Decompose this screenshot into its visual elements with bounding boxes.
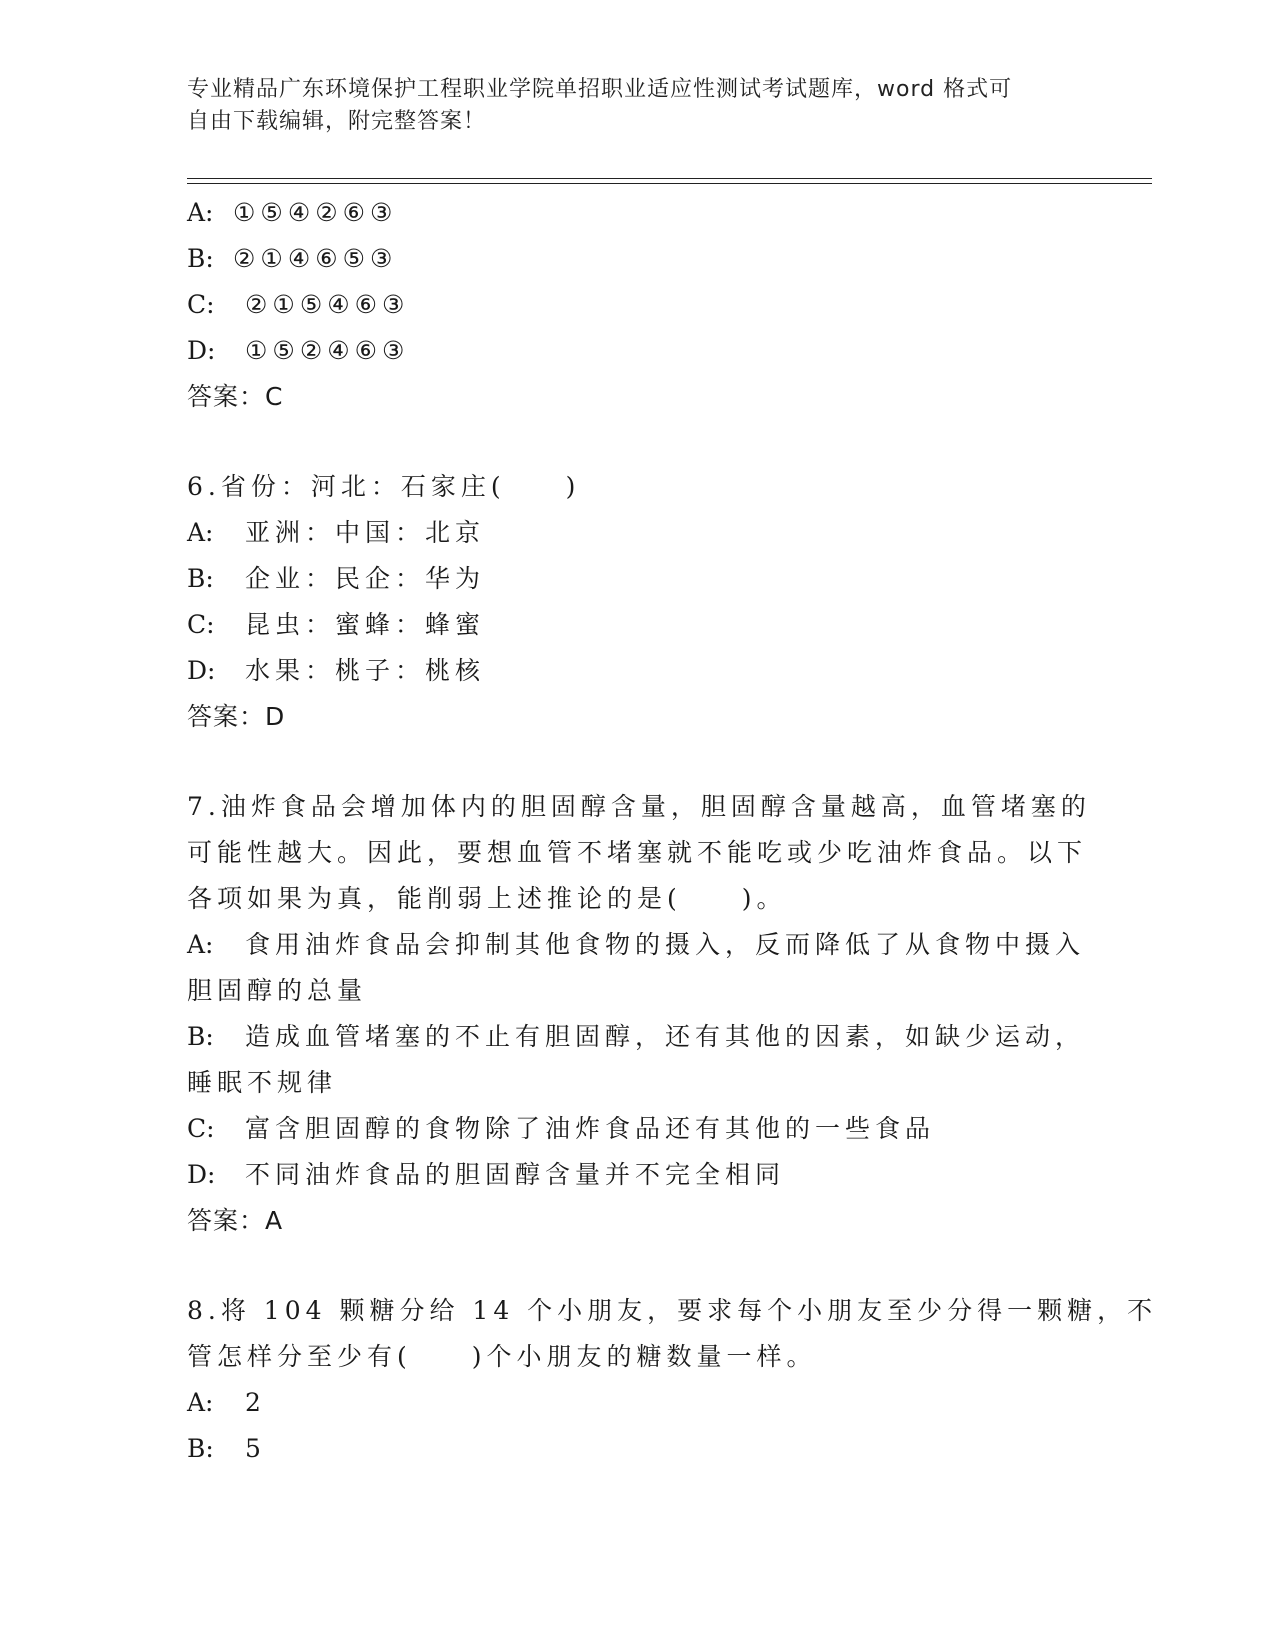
question-content [187,190,1158,1472]
q6-stem: 6.省份：河北：石家庄( ) [187,472,581,501]
q7-stem-line-3: 各项如果为真，能削弱上述推论的是( )。 [187,884,787,913]
q5-option-b: B: ②①④⑥⑤③ [187,244,398,273]
q6-option-a: A: 亚洲：中国：北京 [187,518,486,547]
q7-option-b-cont: 睡眠不规律 [187,1068,338,1097]
q7-option-a: A: 食用油炸食品会抑制其他食物的摄入，反而降低了从食物中摄入 [187,930,1086,959]
q5-option-a: A: ①⑤④②⑥③ [187,198,398,227]
q5-option-d: D: ①⑤②④⑥③ [187,336,410,365]
header-divider [187,178,1152,184]
q6-option-c: C: 昆虫：蜜蜂：蜂蜜 [187,610,486,639]
q7-answer: 答案：A [187,1206,284,1235]
question-5 [187,190,1087,420]
q6-option-d: D: 水果：桃子：桃核 [187,656,486,685]
header-line-1: 专业精品广东环境保护工程职业学院单招职业适应性测试考试题库，word 格式可 [187,77,1013,102]
q7-option-d: D: 不同油炸食品的胆固醇含量并不完全相同 [187,1160,786,1189]
q8-option-b: B: 5 [187,1434,266,1463]
q7-stem-line-2: 可能性越大。因此，要想血管不堵塞就不能吃或少吃油炸食品。以下 [187,838,1088,867]
question-7 [187,784,1091,1244]
q7-option-b: B: 造成血管堵塞的不止有胆固醇，还有其他的因素，如缺少运动， [187,1022,1086,1051]
header-line-2: 自由下载编辑，附完整答案！ [187,109,487,134]
q6-option-b: B: 企业：民企：华为 [187,564,486,593]
question-8 [187,1288,1158,1472]
q7-stem-line-1: 7.油炸食品会增加体内的胆固醇含量，胆固醇含量越高，血管堵塞的 [187,792,1091,821]
q7-option-a-cont: 胆固醇的总量 [187,976,368,1005]
q5-option-c: C: ②①⑤④⑥③ [187,290,410,319]
page-header [187,74,1067,138]
q8-option-a: A: 2 [187,1388,266,1417]
q7-option-c: C: 富含胆固醇的食物除了油炸食品还有其他的一些食品 [187,1114,936,1143]
q6-answer: 答案：D [187,702,286,731]
q5-answer: 答案：C [187,382,284,411]
q8-stem-line-1: 8.将 104 颗糖分给 14 个小朋友，要求每个小朋友至少分得一颗糖，不 [187,1296,1158,1325]
question-6 [187,464,1087,740]
q8-stem-line-2: 管怎样分至少有( )个小朋友的糖数量一样。 [187,1342,817,1371]
